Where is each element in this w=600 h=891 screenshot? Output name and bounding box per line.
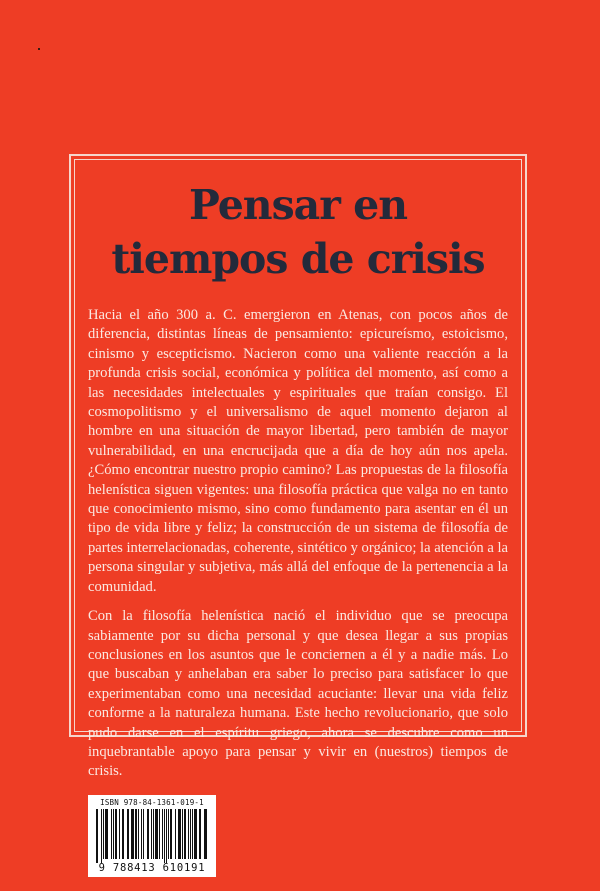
ean-digits: 9 788413 610191: [98, 862, 206, 874]
barcode-bar: [103, 809, 104, 859]
barcode-bar: [122, 809, 124, 859]
barcode-bar: [131, 809, 134, 859]
barcode-bar: [175, 809, 176, 859]
barcode-bar: [153, 809, 154, 859]
barcode-bar: [166, 809, 167, 863]
barcode-bar: [204, 809, 207, 859]
barcode-bar: [155, 809, 158, 859]
barcode-bar: [113, 809, 114, 859]
barcode-bar: [151, 809, 152, 859]
barcode-bar: [96, 809, 98, 863]
barcode-bar: [182, 809, 183, 859]
barcode-bar: [192, 809, 193, 859]
print-speck: [38, 48, 40, 50]
barcode-bar: [138, 809, 139, 859]
barcode-bar: [188, 809, 189, 859]
barcode-bar: [101, 809, 102, 863]
barcode-bar: [147, 809, 149, 859]
barcode-bar: [119, 809, 120, 859]
barcode-bar: [143, 809, 144, 859]
isbn-barcode: [88, 795, 216, 877]
book-title-line-2: tiempos de crisis: [111, 235, 485, 283]
blurb-paragraph-1: Hacia el año 300 a. C. emergieron en Atenas, con pocos años de diferencia, distintas líneas de pensamiento: epicureísmo, estoicismo, cinismo y escepticismo. Nacieron como una valiente reacción a la profunda crisis social, económica y política del momento, así como a las necesidades intelectuales y espirituales que traían consigo. El cosmopolitismo y el universalismo de aquel momento dejaron al hombre en una situación de mayor libertad, pero también de mayor vulnerabilidad, en una encrucijada que a día de hoy aún nos apela. ¿Cómo encontrar nuestro propio camino? Las propuestas de la filosofía helenística siguen vigentes: una filosofía práctica que valga no en tanto que conocimiento mismo, sino como fundamento para asentar en él un tipo de vida libre y feliz; la construcción de un sistema de filosofía de partes interrelacionadas, coherente, sintético y orgánico; la atención a la persona singular y subjetiva, más allá del enfoque de la pertenencia a la comunidad.: [88, 307, 508, 595]
barcode-bar: [178, 809, 181, 859]
book-title: [74, 178, 522, 286]
book-title-line-1: Pensar en: [188, 181, 408, 229]
barcode-bar: [170, 809, 172, 859]
blurb: [88, 306, 508, 792]
barcode-bar: [164, 809, 165, 863]
isbn-label: ISBN 978-84-1361-019-1: [100, 798, 204, 807]
barcode-bar: [194, 809, 197, 859]
barcode-bar: [184, 809, 186, 859]
barcode-bar: [105, 809, 108, 859]
barcode-bar: [199, 809, 201, 859]
barcode-bar: [111, 809, 112, 859]
barcode-bar: [159, 809, 160, 859]
barcode-bar: [127, 809, 129, 859]
barcode-bar: [115, 809, 117, 859]
barcode-bars: [96, 809, 208, 863]
barcode-bar: [168, 809, 169, 859]
barcode-bar: [135, 809, 137, 859]
barcode-bar: [162, 809, 163, 859]
barcode-bar: [141, 809, 142, 859]
blurb-paragraph-2: Con la filosofía helenística nació el individuo que se preocupa sabiamente por su dicha personal y que desea llegar a sus propias conclusiones en los asuntos que le conciernen a él y a nadie más. Lo que buscaban y anhelaban era saber lo preciso para satisfacer lo que experimentaban como una necesidad acuciante: llevar una vida feliz conforme a la naturaleza humana. Este hecho revolucionario, que solo pudo darse en el espíritu griego, ahora se descubre como un inquebrantable apoyo para pensar y vivir en (nuestros) tiempos de crisis.: [88, 608, 508, 780]
barcode-bar: [190, 809, 191, 859]
